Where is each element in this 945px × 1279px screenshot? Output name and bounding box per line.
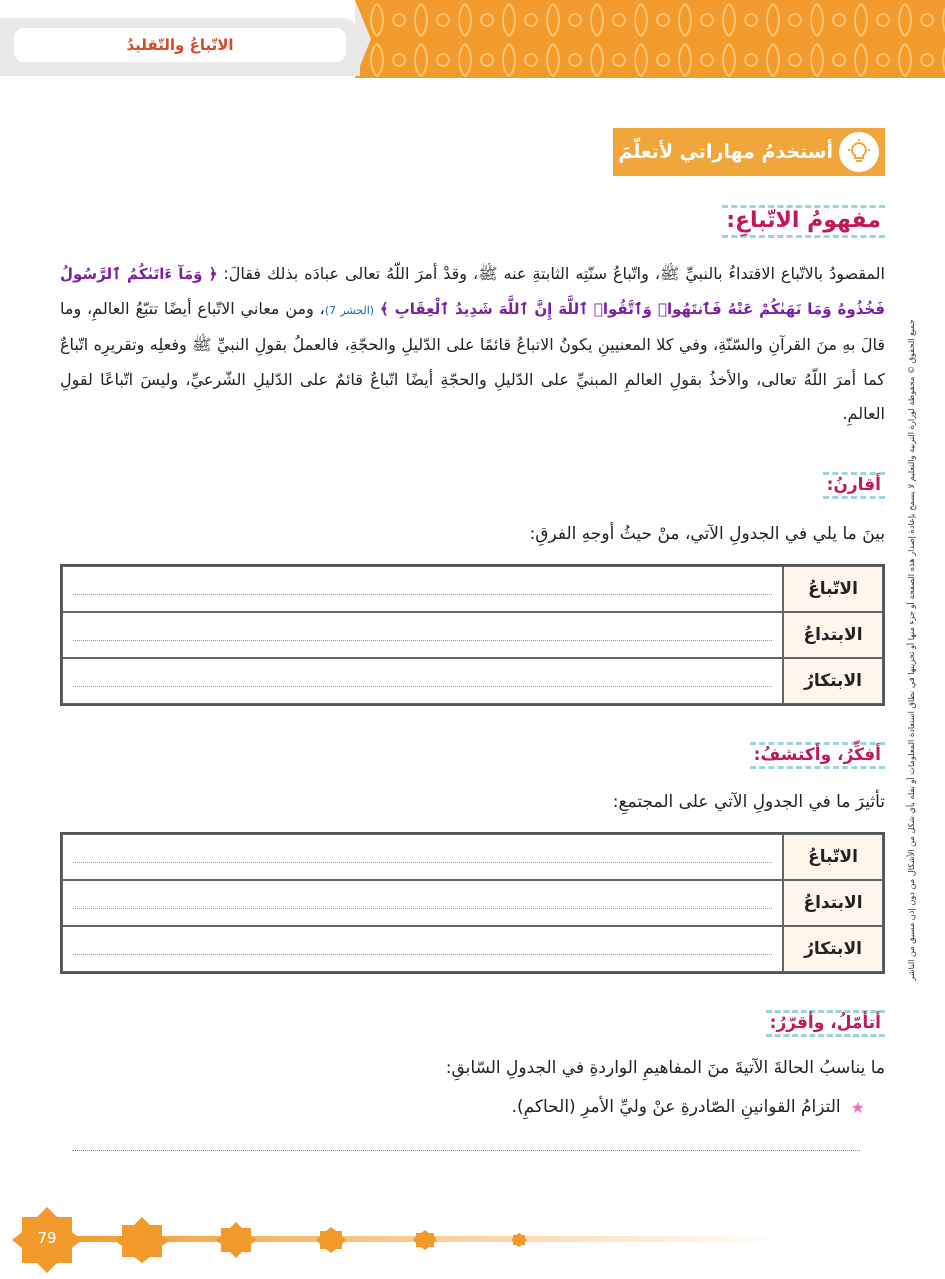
answer-field[interactable]	[62, 566, 783, 612]
table-row	[62, 658, 883, 704]
paragraph-body: ، ومن معاني الاتّباع أيضًا تتبّعُ العالمِ، وما قالَ بهِ منَ القرآنِ والسّنّةِ، وفي كلا المعنيينِ يكونُ الاتباعُ قائمًا على الدّليلِ والحجّةِ، فالعملُ بقولِ النبيِّ ﷺ وفعلِه وتقريرِه اتّباعٌ كما أمرَ اللّهُ تعالى، والأخذُ بقولِ العالمِ المبنيِّ على الدّليلِ والحجّةِ أيضًا اتّباعٌ قائمٌ على الدّليلِ الشّرعيِّ، وليسَ اتّباعًا لقولِ العالمِ.	[60, 298, 885, 423]
think-title: أفكِّرُ، وأكتشفُ:	[750, 742, 885, 769]
page-number: 79	[37, 1229, 57, 1247]
footer-decoration	[0, 1205, 945, 1275]
row-label: الابتداعُ	[783, 612, 883, 658]
list-item	[512, 1097, 865, 1117]
answer-field[interactable]	[62, 880, 783, 926]
table-row	[62, 612, 883, 658]
verse-reference: (الحشر 7)	[324, 303, 375, 317]
compare-prompt: بينَ ما يلي في الجدولِ الآتي، منْ حيثُ أوجهِ الفرقِ:	[529, 524, 885, 544]
copyright-note	[900, 300, 922, 1000]
paragraph-intro: المقصودُ بالاتّباع الاقتداءُ بالنبيِّ ﷺ، واتّباعُ سنّتِه الثابتةِ عنه ﷺ، وقدْ أمرَ اللّهُ تعالى عبادَه بذلك فقالَ:	[223, 264, 885, 283]
table-row	[62, 926, 883, 972]
chapter-title: الاتّباعُ والتّقليدُ	[14, 28, 346, 62]
table-row	[62, 566, 883, 612]
section-title: مفهومُ الاتّباعِ:	[722, 205, 885, 238]
copyright-text: جميع الحقوق © محفوظة لوزارة التربية والتعليم لا يسمح بإعادة إصدار هذه الصفحة أو جزء منها أو تخزينها في نطاق استعادة المعلومات أو نقله بأي شكل من الأشكال من دون إذن مسبق من الناشر	[906, 319, 916, 981]
answer-field[interactable]	[62, 834, 783, 880]
answer-field[interactable]	[62, 926, 783, 972]
answer-field[interactable]	[62, 612, 783, 658]
table-row	[62, 834, 883, 880]
skills-bar	[613, 128, 885, 176]
think-table	[60, 832, 885, 974]
table-row	[62, 880, 883, 926]
row-label: الاتّباعُ	[783, 834, 883, 880]
compare-title: أقارنُ:	[823, 472, 885, 499]
header-banner	[0, 0, 945, 78]
decorative-pattern	[355, 0, 945, 78]
think-prompt: تأثيرَ ما في الجدولِ الآتي على المجتمعِ:	[612, 792, 885, 812]
answer-field[interactable]	[62, 658, 783, 704]
row-label: الابتكارُ	[783, 658, 883, 704]
compare-table	[60, 564, 885, 706]
star-icon: ★	[850, 1097, 865, 1117]
quran-verse: ﴿ وَمَآ ءَاتَىٰكُمُ ٱلرَّسُولُ فَخُذُوهُ وَمَا نَهَىٰكُمْ عَنْهُ فَٱنتَهُوا۟ وَٱتَّقُوا۟ ٱللَّهَ إِنَّ ٱللَّهَ شَدِيدُ ٱلْعِقَابِ ﴾	[60, 265, 885, 318]
concept-paragraph	[60, 257, 885, 432]
row-label: الاتّباعُ	[783, 566, 883, 612]
row-label: الابتداعُ	[783, 880, 883, 926]
reflect-prompt: ما يناسبُ الحالةَ الآتيةَ منَ المفاهيمِ الواردةِ في الجدولِ السّابقِ:	[445, 1058, 885, 1078]
reflect-item: التزامُ القوانينِ الصّادرةِ عنْ وليِّ الأمرِ (الحاكمِ).	[511, 1097, 841, 1117]
lightbulb-icon	[839, 132, 879, 172]
reflect-title: أتأمّلُ، وأقرّرُ:	[766, 1010, 885, 1037]
row-label: الابتكارُ	[783, 926, 883, 972]
answer-line[interactable]	[72, 1150, 860, 1151]
skills-bar-label: أستخدمُ مهاراتي لأتعلّمَ	[618, 141, 833, 163]
